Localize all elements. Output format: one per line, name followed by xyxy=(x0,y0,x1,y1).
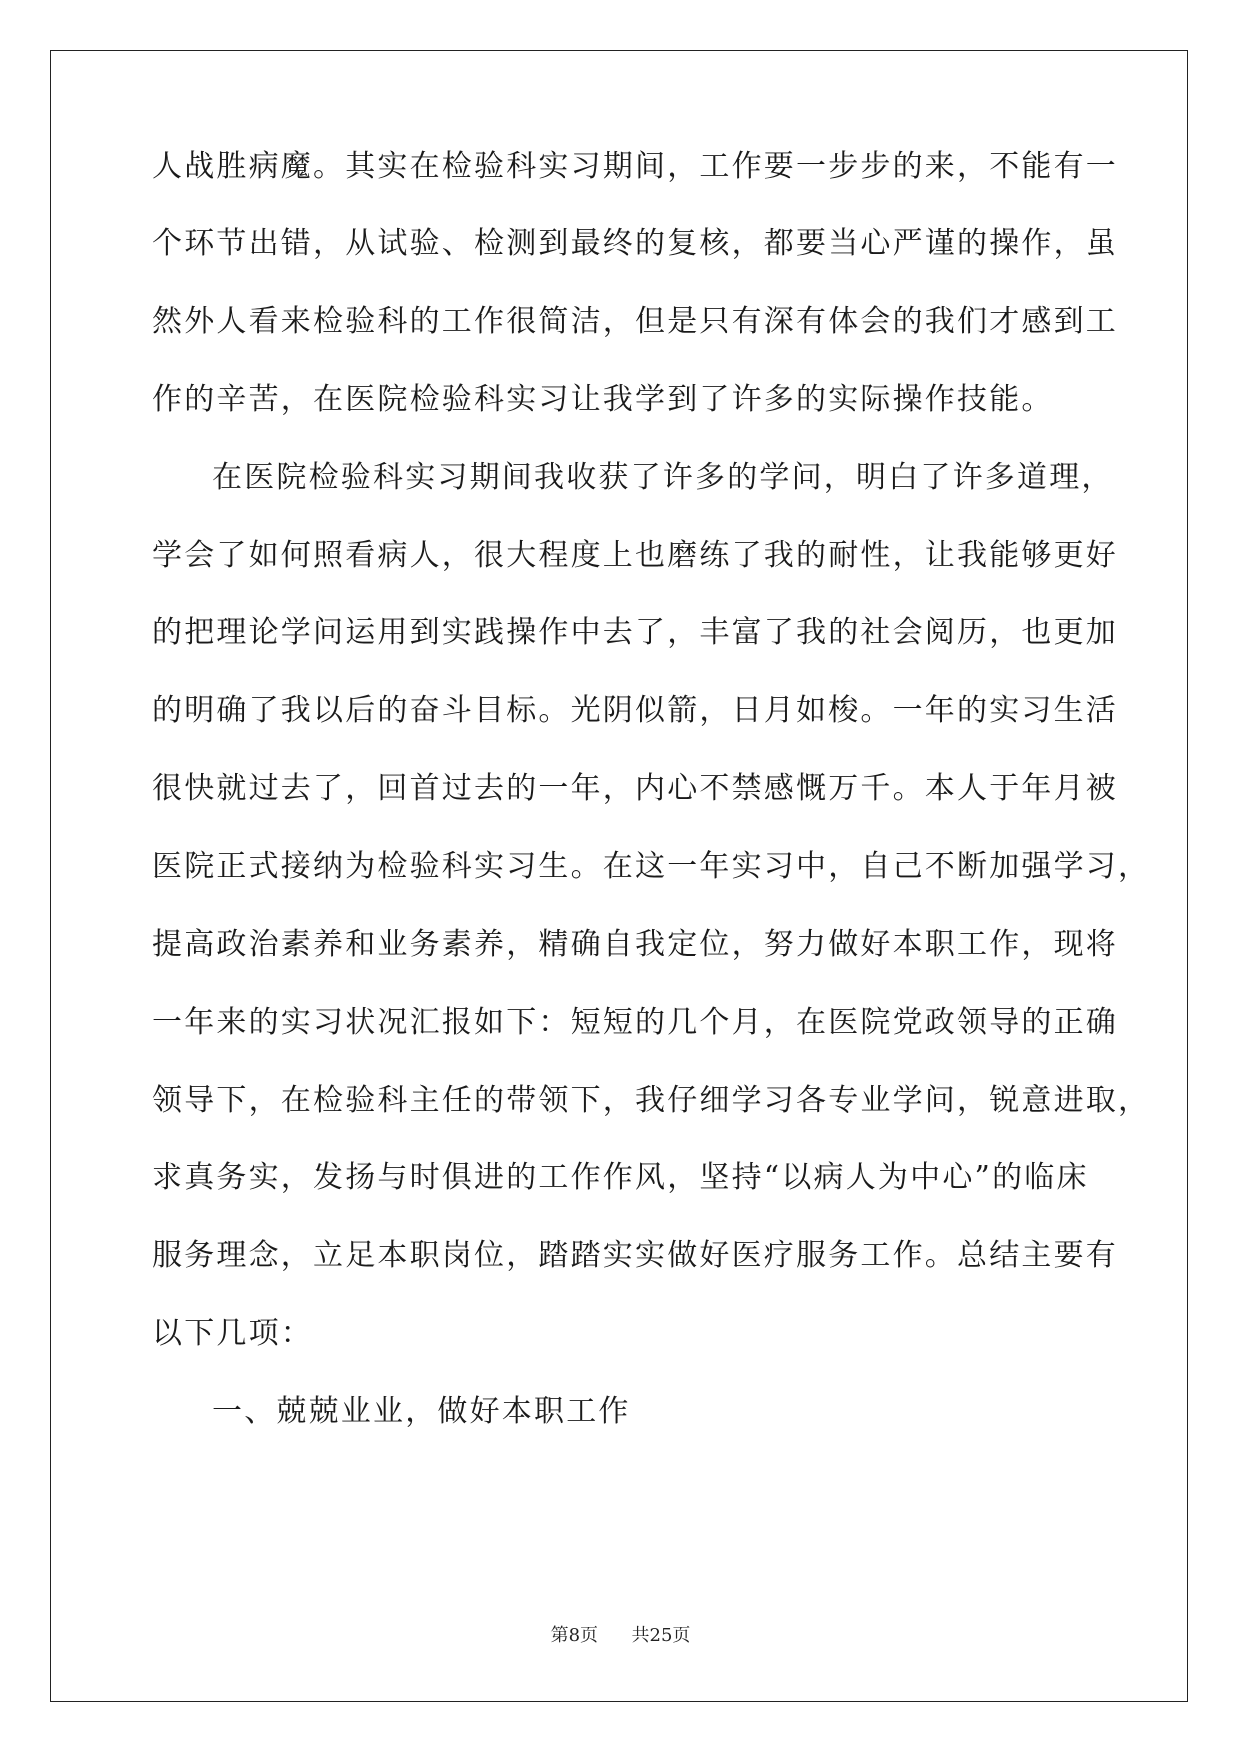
body-line: 医院正式接纳为检验科实习生。在这一年实习中，自己不断加强学习， xyxy=(152,849,1151,884)
body-line: 作的辛苦，在医院检验科实习让我学到了许多的实际操作技能。 xyxy=(152,382,1054,417)
body-line: 的明确了我以后的奋斗目标。光阴似箭，日月如梭。一年的实习生活 xyxy=(152,693,1118,728)
body-line: 个环节出错，从试验、检测到最终的复核，都要当心严谨的操作，虽 xyxy=(152,226,1118,261)
body-line: 的把理论学问运用到实践操作中去了，丰富了我的社会阅历，也更加 xyxy=(152,615,1118,650)
page-footer xyxy=(0,1624,1241,1648)
body-line: 以下几项： xyxy=(152,1316,313,1351)
page-total: 共25页 xyxy=(631,1625,691,1646)
body-line: 一年来的实习状况汇报如下：短短的几个月，在医院党政领导的正确 xyxy=(152,1005,1118,1040)
body-line: 人战胜病魔。其实在检验科实习期间，工作要一步步的来，不能有一 xyxy=(152,149,1118,184)
body-line: 然外人看来检验科的工作很简洁，但是只有深有体会的我们才感到工 xyxy=(152,304,1118,339)
page-number: 第8页 xyxy=(550,1625,599,1646)
body-line: 提高政治素养和业务素养，精确自我定位，努力做好本职工作，现将 xyxy=(152,927,1118,962)
body-line: 领导下，在检验科主任的带领下，我仔细学习各专业学问，锐意进取， xyxy=(152,1083,1151,1118)
body-line-indented: 在医院检验科实习期间我收获了许多的学问，明白了许多道理， xyxy=(212,460,1114,495)
body-line: 学会了如何照看病人，很大程度上也磨练了我的耐性，让我能够更好 xyxy=(152,538,1118,573)
section-heading: 一、兢兢业业，做好本职工作 xyxy=(212,1394,631,1429)
body-line: 求真务实，发扬与时俱进的工作作风，坚持“以病人为中心”的临床 xyxy=(152,1160,1089,1195)
body-line: 很快就过去了，回首过去的一年，内心不禁感慨万千。本人于年月被 xyxy=(152,771,1118,806)
body-line: 服务理念，立足本职岗位，踏踏实实做好医疗服务工作。总结主要有 xyxy=(152,1238,1118,1273)
